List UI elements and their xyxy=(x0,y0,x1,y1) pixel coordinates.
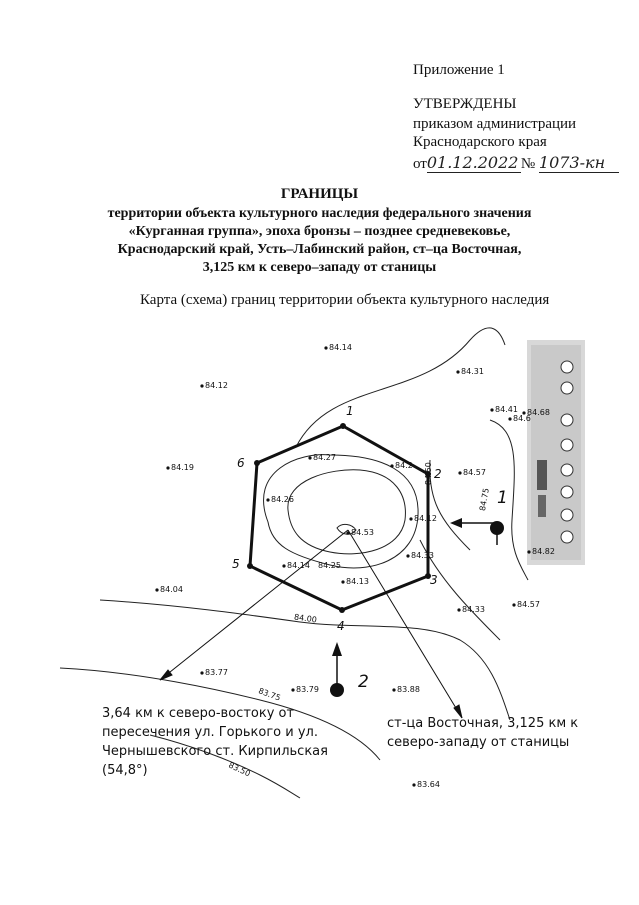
elevation-label: 84.68 xyxy=(527,408,550,417)
note-left-line: пересечения ул. Горького и ул. xyxy=(102,725,318,740)
note-left-line: 3,64 км к северо-востоку от xyxy=(102,706,295,721)
vertex-number-6: 6 xyxy=(237,456,245,470)
elevation-label: 84.33 xyxy=(411,551,434,560)
vertex-number-5: 5 xyxy=(232,557,240,571)
title-line-3: Краснодарский край, Усть–Лабинский район, ст–ца Восточная, xyxy=(117,242,522,257)
elevation-label: 84.27 xyxy=(313,453,336,462)
title-line-4: 3,125 км к северо–западу от станицы xyxy=(202,260,437,275)
note-left-line: Чернышевского ст. Кирпильская xyxy=(102,744,328,759)
note-right-line: северо-западу от станицы xyxy=(387,735,570,750)
contour-label: 84.75 xyxy=(478,487,491,512)
elevation-label: 83.79 xyxy=(296,685,319,694)
elevation-label: 84.41 xyxy=(495,405,518,414)
contour-label: 84.00 xyxy=(293,612,318,625)
title-line-1: территории объекта культурного наследия федерального значения xyxy=(107,206,532,221)
elevation-label: 84.04 xyxy=(160,585,183,594)
elevation-label: 83.77 xyxy=(205,668,228,677)
vertex-number-2: 2 xyxy=(434,467,442,481)
region-label: Краснодарского края xyxy=(413,134,547,150)
elevation-label: 84.6 xyxy=(513,414,531,423)
elevation-label: 84.26 xyxy=(271,495,294,504)
vertex-number-3: 3 xyxy=(430,573,438,587)
number-prefix: № xyxy=(520,156,536,172)
approved-label: УТВЕРЖДЕНЫ xyxy=(413,96,517,112)
elevation-label: 84.12 xyxy=(414,514,437,523)
handwritten-number: 1073-кн xyxy=(539,153,619,173)
contour-label: 83.75 xyxy=(257,686,282,703)
view-marker-2-label: 2 xyxy=(358,672,369,692)
contour-label: 83.50 xyxy=(227,760,252,779)
scan-edge-artifact xyxy=(527,340,585,565)
elevation-label: 83.88 xyxy=(397,685,420,694)
map-caption: Карта (схема) границ территории объекта культурного наследия xyxy=(140,292,550,308)
vertex-number-1: 1 xyxy=(346,404,354,418)
elevation-label: 84.33 xyxy=(462,605,485,614)
view-marker-1 xyxy=(450,518,504,545)
note-left xyxy=(102,704,328,780)
boundary-polygon xyxy=(250,426,428,610)
view-marker-2 xyxy=(330,642,344,697)
handwritten-date: 01.12.2022 xyxy=(427,153,521,173)
order-label: приказом администрации xyxy=(413,116,577,132)
elevation-label: 84.31 xyxy=(461,367,484,376)
elevation-label: 84.25 xyxy=(318,561,341,570)
elevation-label: 84.19 xyxy=(171,463,194,472)
document-title: ГРАНИЦЫ xyxy=(280,186,359,202)
elevation-label: 84.14 xyxy=(329,343,352,352)
note-right-line: ст-ца Восточная, 3,125 км к xyxy=(387,716,579,731)
contour-label: 84.50 xyxy=(424,462,433,485)
elevation-label: 84.53 xyxy=(351,528,374,537)
elevation-label: 83.64 xyxy=(417,780,440,789)
elevation-label: 84.14 xyxy=(287,561,310,570)
view-marker-1-label: 1 xyxy=(497,488,508,508)
title-line-2: «Курганная группа», эпоха бронзы – позднее средневековье, xyxy=(128,224,511,239)
from-prefix: от xyxy=(413,156,427,172)
elevation-label: 84.13 xyxy=(346,577,369,586)
vertex-number-4: 4 xyxy=(337,619,345,633)
elevation-label: 84.82 xyxy=(532,547,555,556)
elevation-label: 84.57 xyxy=(463,468,486,477)
note-left-line: (54,8°) xyxy=(102,763,148,778)
elevation-label: 84.12 xyxy=(205,381,228,390)
elevation-label: 84.2 xyxy=(395,461,413,470)
appendix-label: Приложение 1 xyxy=(413,62,505,78)
elevation-label: 84.57 xyxy=(517,600,540,609)
note-right xyxy=(387,714,578,752)
